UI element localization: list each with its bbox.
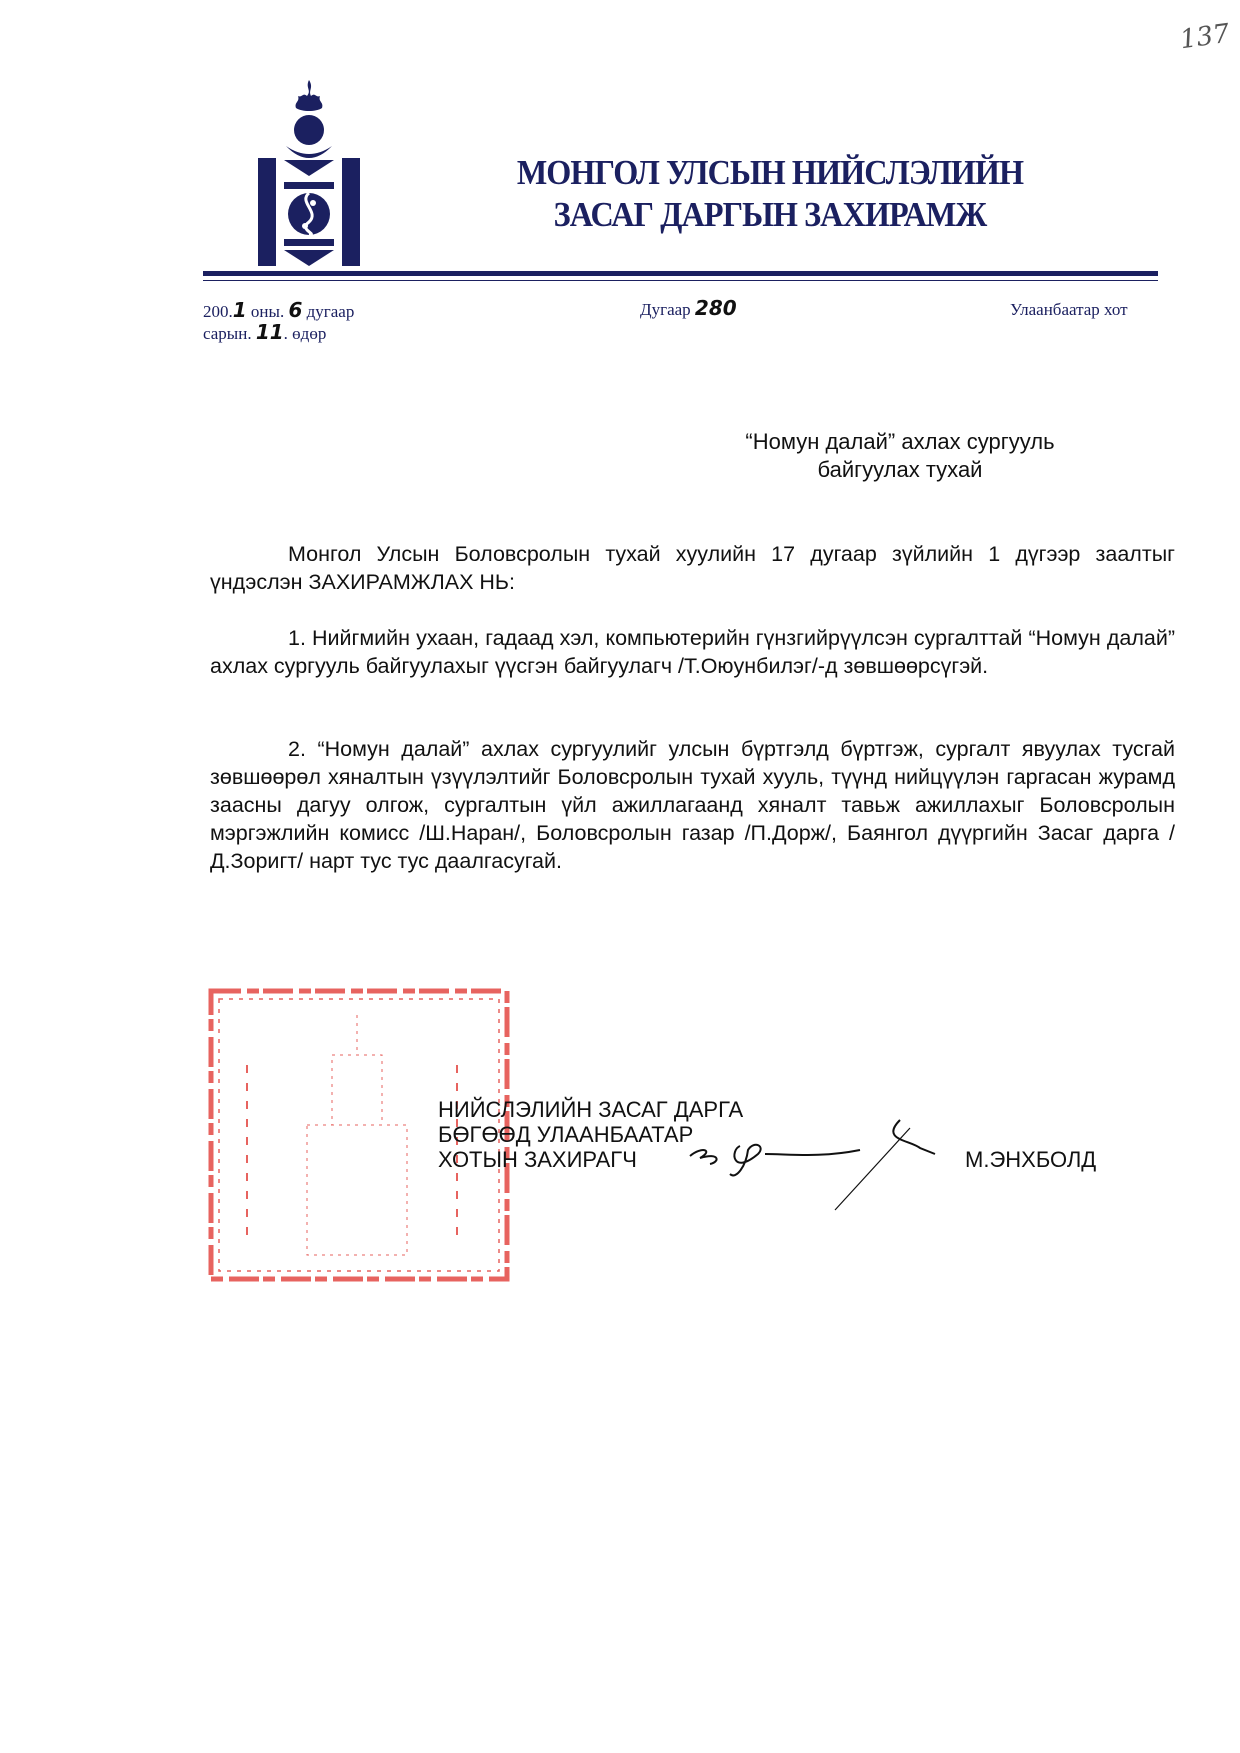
header-divider-thin [203,280,1158,281]
date-year-handwritten: 1 [232,298,247,322]
document-city: Улаанбаатар хот [1010,300,1128,319]
handwritten-page-number: 137 [1178,18,1232,56]
date-month-handwritten: 6 [288,298,303,322]
header-title-line2: ЗАСАГ ДАРГЫН ЗАХИРАМЖ [553,195,987,234]
subject-line2: байгуулах тухай [817,457,983,482]
body-intro-paragraph: Монгол Улсын Боловсролын тухай хуулийн 17 дугаар зүйлийн 1 дүгээр заалтыг үндэслэн ЗАХИРАМЖЛАХ НЬ: [210,542,1175,594]
document-subject [700,428,1100,484]
document-header-title [466,152,1073,236]
subject-line1: “Номун далай” ахлах сургууль [745,429,1055,454]
signature-title-line3: ХОТЫН ЗАХИРАГЧ [438,1147,637,1172]
date-month-suffix: дугаар [302,302,355,321]
body-item-2: 2. “Номун далай” ахлах сургуулийг улсын бүртгэлд бүртгэж, сургалт явуулах тусгай зөвшөөрөл хяналтын үзүүлэлтийг Боловсролын тухай хууль, түүнд нийцүүлэн гаргасан журамд заасны дагуу олгож, сургалтын үйл ажиллагаанд хяналт тавьж ажиллахыг Боловсролын мэргэжлийн комисс /Ш.Наран/, Боловсролын газар /П.Дорж/, Баянгол дүүргийн Засаг дарга /Д.Зоригт/ нарт тус тус даалгасугай. [210,737,1175,873]
soyombo-emblem-icon [258,78,360,268]
signatory-name: М.ЭНХБОЛД [965,1147,1097,1172]
signature-title-line1: НИЙСЛЭЛИЙН ЗАСАГ ДАРГА [438,1097,744,1122]
number-label: Дугаар [640,300,695,319]
document-date [203,300,354,344]
date-year-suffix: оны. [246,302,289,321]
header-divider-thick [203,271,1158,276]
date-day-suffix: . өдөр [283,324,327,343]
number-handwritten: 280 [694,296,737,320]
date-day-prefix: сарын. [203,324,256,343]
body-item-1: 1. Нийгмийн ухаан, гадаад хэл, компьютерийн гүнзгийрүүлсэн сургалттай “Номун далай” ахлах сургууль байгуулахыг үүсгэн байгуулагч /Т.Оюунбилэг/-д зөвшөөрсүгэй. [210,626,1175,678]
date-year-prefix: 200. [203,302,233,321]
document-number [640,298,737,320]
date-day-handwritten: 11 [255,320,284,344]
handwritten-signature [670,1110,990,1250]
signature-title-line2: БӨГӨӨД УЛААНБААТАР [438,1122,694,1147]
header-title-line1: МОНГОЛ УЛСЫН НИЙСЛЭЛИЙН [516,153,1024,192]
